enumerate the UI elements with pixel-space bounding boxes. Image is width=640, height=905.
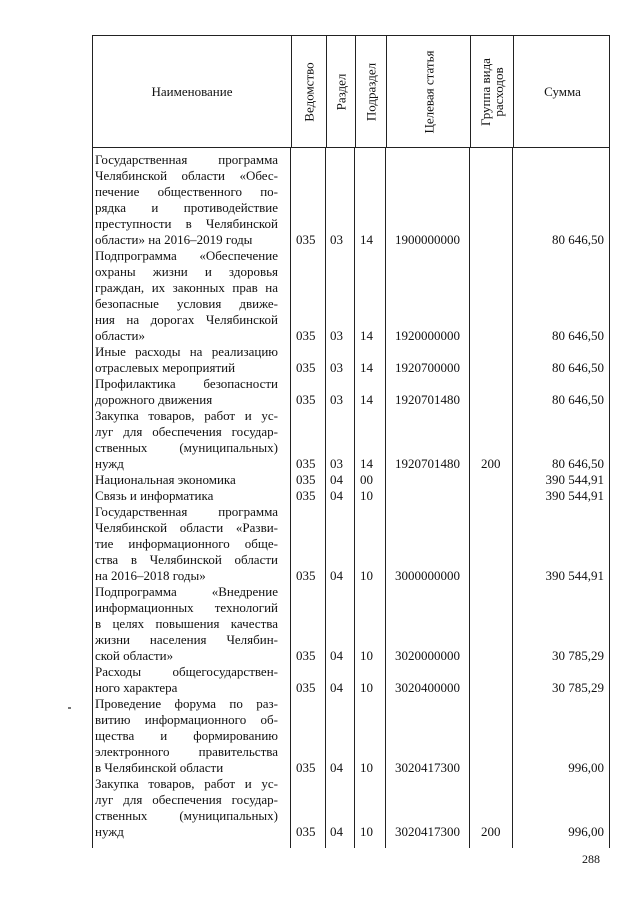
row-sum: 390 544,91 bbox=[545, 488, 604, 503]
row-name-line: Связь и информатика bbox=[95, 488, 214, 503]
row-sum: 80 646,50 bbox=[552, 360, 604, 375]
row-name-line: ственных (муниципальных) bbox=[95, 808, 278, 823]
row-target: 1920701480 bbox=[395, 456, 460, 471]
row-name-line: в Челябинской области bbox=[95, 760, 224, 775]
header-section: Раздел bbox=[333, 73, 349, 110]
column-divider bbox=[92, 148, 93, 848]
row-target: 1920000000 bbox=[395, 328, 460, 343]
row-section: 04 bbox=[330, 472, 343, 487]
row-name-line: безопасные условия движе- bbox=[95, 296, 278, 311]
row-target: 1900000000 bbox=[395, 232, 460, 247]
row-department: 035 bbox=[296, 232, 316, 247]
header-expense-group: Группа вида расходов bbox=[478, 57, 506, 126]
row-target: 3020417300 bbox=[395, 760, 460, 775]
header-sum-cell bbox=[513, 36, 611, 147]
row-name-line: Расходы общегосударствен- bbox=[95, 664, 278, 679]
row-name-line: Подпрограмма «Обеспечение bbox=[95, 248, 278, 263]
table-header bbox=[92, 35, 610, 148]
row-name-line: отраслевых мероприятий bbox=[95, 360, 236, 375]
row-sum: 80 646,50 bbox=[552, 328, 604, 343]
row-section: 04 bbox=[330, 568, 343, 583]
row-name-line: области» bbox=[95, 328, 145, 343]
row-name-line: ния на дорогах Челябинской bbox=[95, 312, 278, 327]
header-subsection: Подраздел bbox=[363, 62, 379, 121]
row-sum: 80 646,50 bbox=[552, 392, 604, 407]
row-name-line: информационных технологий bbox=[95, 600, 278, 615]
row-name-line: Проведение форума по раз- bbox=[95, 696, 278, 711]
header-name: Наименование bbox=[151, 83, 233, 99]
row-subsection: 10 bbox=[360, 488, 373, 503]
row-name-line: Государственная программа bbox=[95, 504, 278, 519]
row-department: 035 bbox=[296, 488, 316, 503]
row-sum: 80 646,50 bbox=[552, 232, 604, 247]
column-divider bbox=[469, 148, 470, 848]
row-name-line: Закупка товаров, работ и ус- bbox=[95, 776, 278, 791]
row-target: 1920701480 bbox=[395, 392, 460, 407]
row-subsection: 14 bbox=[360, 328, 373, 343]
row-subsection: 14 bbox=[360, 392, 373, 407]
row-section: 04 bbox=[330, 824, 343, 839]
row-name-line: Государственная программа bbox=[95, 152, 278, 167]
row-name-line: охраны жизни и здоровья bbox=[95, 264, 278, 279]
row-section: 03 bbox=[330, 392, 343, 407]
row-name-line: Иные расходы на реализацию bbox=[95, 344, 278, 359]
row-section: 04 bbox=[330, 680, 343, 695]
row-subsection: 00 bbox=[360, 472, 373, 487]
row-sum: 80 646,50 bbox=[552, 456, 604, 471]
row-sum: 30 785,29 bbox=[552, 648, 604, 663]
row-name-line: ственных (муниципальных) bbox=[95, 440, 278, 455]
header-sum: Сумма bbox=[544, 83, 581, 99]
row-name-line: Челябинской области «Разви- bbox=[95, 520, 278, 535]
row-name-line: нужд bbox=[95, 824, 124, 839]
row-name-line: ства в Челябинской области bbox=[95, 552, 278, 567]
header-department: Ведомство bbox=[301, 61, 317, 122]
row-section: 03 bbox=[330, 360, 343, 375]
row-department: 035 bbox=[296, 824, 316, 839]
scan-speck bbox=[68, 707, 71, 709]
row-department: 035 bbox=[296, 680, 316, 695]
row-subsection: 10 bbox=[360, 824, 373, 839]
row-subsection: 10 bbox=[360, 648, 373, 663]
row-name-line: граждан, их законных прав на bbox=[95, 280, 278, 295]
row-sum: 390 544,91 bbox=[545, 472, 604, 487]
row-subsection: 10 bbox=[360, 760, 373, 775]
row-name-line: Челябинской области «Обес- bbox=[95, 168, 278, 183]
column-divider bbox=[512, 148, 513, 848]
row-name-line: щества и формированию bbox=[95, 728, 278, 743]
page-number: 288 bbox=[582, 852, 600, 866]
row-name-line: Профилактика безопасности bbox=[95, 376, 278, 391]
row-subsection: 14 bbox=[360, 360, 373, 375]
row-section: 03 bbox=[330, 456, 343, 471]
row-department: 035 bbox=[296, 760, 316, 775]
row-name-line: печение общественного по- bbox=[95, 184, 278, 199]
row-department: 035 bbox=[296, 568, 316, 583]
row-name-line: тие информационного обще- bbox=[95, 536, 278, 551]
column-divider bbox=[290, 148, 291, 848]
row-target: 3020400000 bbox=[395, 680, 460, 695]
row-section: 04 bbox=[330, 760, 343, 775]
row-name-line: луг для обеспечения государ- bbox=[95, 424, 278, 439]
row-department: 035 bbox=[296, 328, 316, 343]
row-name-line: нужд bbox=[95, 456, 124, 471]
row-subsection: 14 bbox=[360, 232, 373, 247]
row-department: 035 bbox=[296, 456, 316, 471]
row-name-line: ской области» bbox=[95, 648, 174, 663]
row-department: 035 bbox=[296, 360, 316, 375]
row-section: 04 bbox=[330, 648, 343, 663]
column-divider bbox=[609, 148, 610, 848]
column-divider bbox=[354, 148, 355, 848]
header-target: Целевая статья bbox=[421, 49, 436, 134]
row-section: 04 bbox=[330, 488, 343, 503]
row-name-line: на 2016–2018 годы» bbox=[95, 568, 206, 583]
row-name-line: ного характера bbox=[95, 680, 178, 695]
row-sum: 996,00 bbox=[568, 824, 604, 839]
row-expense-group: 200 bbox=[481, 456, 501, 471]
row-sum: 996,00 bbox=[568, 760, 604, 775]
row-name-line: Национальная экономика bbox=[95, 472, 236, 487]
row-target: 1920700000 bbox=[395, 360, 460, 375]
row-name-line: Подпрограмма «Внедрение bbox=[95, 584, 278, 599]
row-name-line: Закупка товаров, работ и ус- bbox=[95, 408, 278, 423]
row-subsection: 10 bbox=[360, 568, 373, 583]
row-target: 3020417300 bbox=[395, 824, 460, 839]
row-name-line: электронного правительства bbox=[95, 744, 278, 759]
column-divider bbox=[385, 148, 386, 848]
row-name-line: области» на 2016–2019 годы bbox=[95, 232, 253, 247]
row-department: 035 bbox=[296, 392, 316, 407]
row-name-line: в целях повышения качества bbox=[95, 616, 278, 631]
header-department-cell bbox=[291, 36, 326, 147]
row-sum: 390 544,91 bbox=[545, 568, 604, 583]
row-expense-group: 200 bbox=[481, 824, 501, 839]
row-subsection: 14 bbox=[360, 456, 373, 471]
row-department: 035 bbox=[296, 472, 316, 487]
row-name-line: преступности в Челябинской bbox=[95, 216, 278, 231]
row-name-line: дорожного движения bbox=[95, 392, 213, 407]
header-expense-group-cell bbox=[470, 36, 513, 147]
header-subsection-cell bbox=[355, 36, 386, 147]
row-name-line: луг для обеспечения государ- bbox=[95, 792, 278, 807]
header-name-cell bbox=[93, 36, 291, 147]
row-department: 035 bbox=[296, 648, 316, 663]
header-target-cell bbox=[386, 36, 470, 147]
header-section-cell bbox=[326, 36, 355, 147]
row-target: 3000000000 bbox=[395, 568, 460, 583]
row-name-line: рядка и противодействие bbox=[95, 200, 278, 215]
row-name-line: жизни населения Челябин- bbox=[95, 632, 278, 647]
row-section: 03 bbox=[330, 328, 343, 343]
column-divider bbox=[325, 148, 326, 848]
row-subsection: 10 bbox=[360, 680, 373, 695]
row-section: 03 bbox=[330, 232, 343, 247]
row-target: 3020000000 bbox=[395, 648, 460, 663]
row-name-line: витию информационного об- bbox=[95, 712, 278, 727]
row-sum: 30 785,29 bbox=[552, 680, 604, 695]
